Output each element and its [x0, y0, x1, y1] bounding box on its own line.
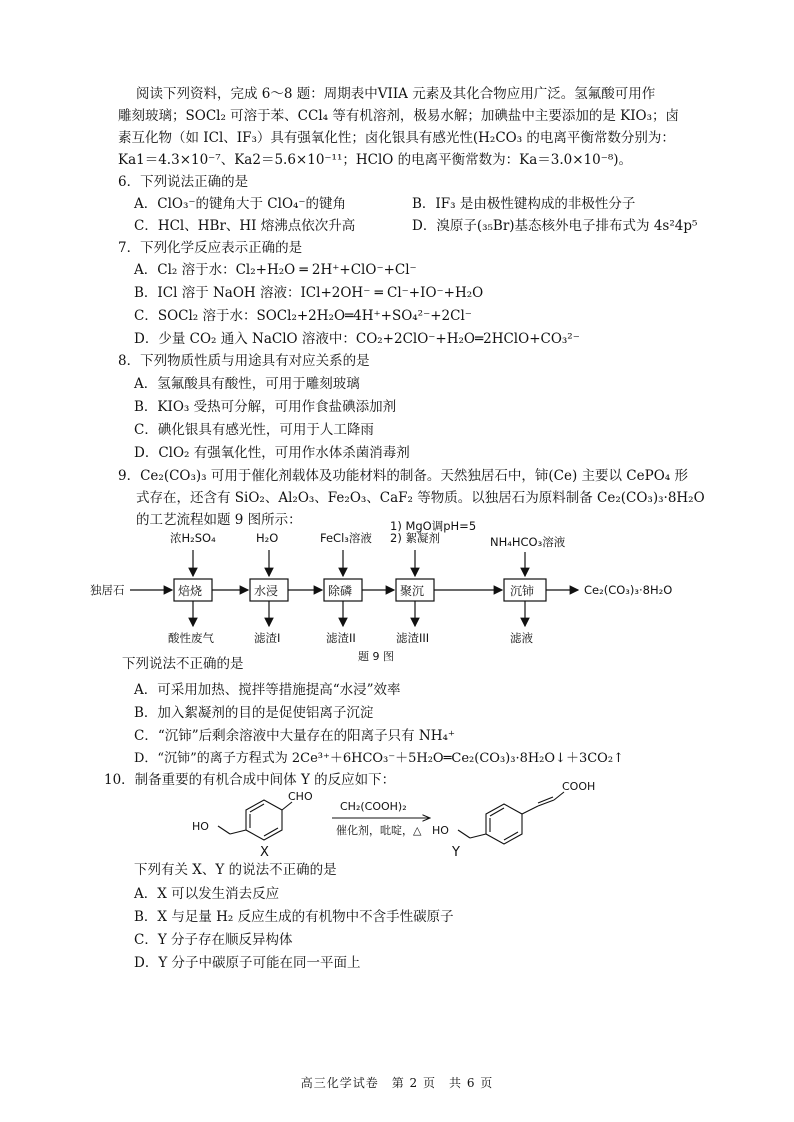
flow-output-acid-gas: 酸性废气 — [168, 631, 214, 645]
flow-caption: 题 9 图 — [358, 650, 394, 663]
intro-line-4: Ka1＝4.3×10⁻⁷、Ka2＝5.6×10⁻¹¹；HClO 的电离平衡常数为：Ka＝3.0×10⁻⁸)。 — [118, 152, 633, 168]
reagent-malonic-acid: CH₂(COOH)₂ — [340, 800, 407, 813]
flow-output-residue-3: 滤渣III — [396, 631, 430, 645]
q9-option-a: A．可采用加热、搅拌等措施提高“水浸”效率 — [134, 682, 401, 698]
intro-line-2: 雕刻玻璃；SOCl₂ 可溶于苯、CCl₄ 等有机溶剂，极易水解；加碘盐中主要添加的是 KIO₃；卤 — [118, 108, 680, 124]
molecule-x — [218, 800, 292, 840]
flow-step-flocculate: 聚沉 — [400, 584, 425, 598]
flow-step-precipitate-ce: 沉铈 — [510, 584, 535, 598]
q8-option-c: C．碘化银具有感光性，可用于人工降雨 — [134, 422, 374, 438]
q7-option-b: B．ICl 溶于 NaOH 溶液：ICl+2OH⁻ ═ Cl⁻+IO⁻+H₂O — [134, 285, 484, 301]
flow-input-fecl3: FeCl₃溶液 — [320, 531, 372, 545]
q10-option-a: A．X 可以发生消去反应 — [134, 886, 280, 902]
flow-input-h2so4: 浓H₂SO₄ — [170, 531, 216, 545]
q8-option-b: B．KIO₃ 受热可分解，可用作食盐碘添加剂 — [134, 399, 397, 415]
flow-start: 独居石 — [90, 583, 125, 597]
q10-option-b: B．X 与足量 H₂ 反应生成的有机物中不含手性碳原子 — [134, 909, 454, 925]
intro-line-3: 素互化物（如 ICl、IF₃）具有强氧化性；卤化银具有感光性(H₂CO₃ 的电离平衡常数分别为： — [118, 130, 675, 146]
flow-output-filtrate: 滤液 — [510, 631, 533, 645]
y-ho-label: HO — [432, 824, 449, 837]
q7-stem: 7．下列化学反应表示正确的是 — [118, 240, 303, 256]
q6-option-a: A．ClO₃⁻的键角大于 ClO₄⁻的键角 — [134, 196, 347, 212]
flow-output-residue-2: 滤渣II — [326, 631, 356, 645]
q10-option-d: D．Y 分子中碳原子可能在同一平面上 — [134, 955, 361, 971]
reagent-conditions: 催化剂，吡啶，△ — [336, 824, 422, 837]
q7-option-a: A．Cl₂ 溶于水：Cl₂+H₂O ═ 2H⁺+ClO⁻+Cl⁻ — [134, 262, 417, 278]
x-ho-label: HO — [192, 820, 209, 833]
q10-option-c: C．Y 分子存在顺反异构体 — [134, 932, 293, 948]
flow-input-nh4hco3: NH₄HCO₃溶液 — [490, 535, 566, 549]
q8-stem: 8．下列物质性质与用途具有对应关系的是 — [118, 353, 370, 369]
q10-stem: 10．制备重要的有机合成中间体 Y 的反应如下： — [104, 772, 396, 788]
q7-option-d: D．少量 CO₂ 通入 NaClO 溶液中：CO₂+2ClO⁻+H₂O═2HClO+CO₃²⁻ — [134, 331, 580, 347]
q10-sub-stem: 下列有关 X、Y 的说法不正确的是 — [134, 862, 337, 878]
label-x: X — [260, 845, 269, 860]
q9-option-b: B．加入絮凝剂的目的是促使铝离子沉淀 — [134, 705, 374, 721]
q7-option-c: C．SOCl₂ 溶于水：SOCl₂+2H₂O═4H⁺+SO₄²⁻+2Cl⁻ — [134, 308, 472, 324]
flow-input-mgo: 1) MgO调pH=5 — [390, 519, 477, 533]
q6-option-c: C．HCl、HBr、HI 熔沸点依次升高 — [134, 218, 356, 234]
q6-option-d: D．溴原子(₃₅Br)基态核外电子排布式为 4s²4p⁵ — [412, 218, 698, 234]
flow-output-residue-1: 滤渣I — [254, 631, 281, 645]
q9-option-c: C．“沉铈”后剩余溶液中大量存在的阳离子只有 NH₄⁺ — [134, 728, 456, 744]
q9-stem-line-2: 式存在，还含有 SiO₂、Al₂O₃、Fe₂O₃、CaF₂ 等物质。以独居石为原料制备 Ce₂(CO₃)₃·8H₂O — [136, 490, 705, 506]
flow-step-water-leach: 水浸 — [254, 584, 279, 598]
q6-stem: 6．下列说法正确的是 — [118, 174, 249, 190]
q9-stem-line-3: 的工艺流程如题 9 图所示： — [136, 512, 302, 528]
flow-input-water: H₂O — [256, 531, 279, 545]
intro-line-1: 阅读下列资料，完成 6～8 题：周期表中VIIA 元素及其化合物应用广泛。氢氟酸可用作 — [136, 86, 656, 102]
q9-sub-stem: 下列说法不正确的是 — [122, 656, 244, 672]
q9-option-d: D．“沉铈”的离子方程式为 2Ce³⁺＋6HCO₃⁻＋5H₂O═Ce₂(CO₃)₃·8H₂O↓＋3CO₂↑ — [134, 751, 624, 766]
q8-option-a: A．氢氟酸具有酸性，可用于雕刻玻璃 — [134, 376, 360, 392]
x-cho-label: CHO — [288, 790, 313, 803]
page-footer: 高三化学试卷 第 2 页 共 6 页 — [300, 1076, 494, 1090]
flow-input-flocculant: 2) 絮凝剂 — [390, 531, 440, 545]
q8-option-d: D．ClO₂ 有强氧化性，可用作水体杀菌消毒剂 — [134, 445, 410, 461]
molecule-y — [458, 792, 564, 844]
flow-step-roast: 焙烧 — [178, 584, 203, 598]
y-cooh-label: COOH — [562, 780, 596, 793]
flow-product: Ce₂(CO₃)₃·8H₂O — [584, 583, 673, 597]
flow-step-dephosphorize: 除磷 — [328, 584, 353, 598]
q9-stem-line-1: 9．Ce₂(CO₃)₃ 可用于催化剂载体及功能材料的制备。天然独居石中，铈(Ce) 主要以 CePO₄ 形 — [118, 468, 688, 484]
q10-reaction-scheme — [176, 778, 646, 860]
label-y: Y — [452, 845, 460, 860]
q6-option-b: B．IF₃ 是由极性键构成的非极性分子 — [412, 196, 636, 212]
